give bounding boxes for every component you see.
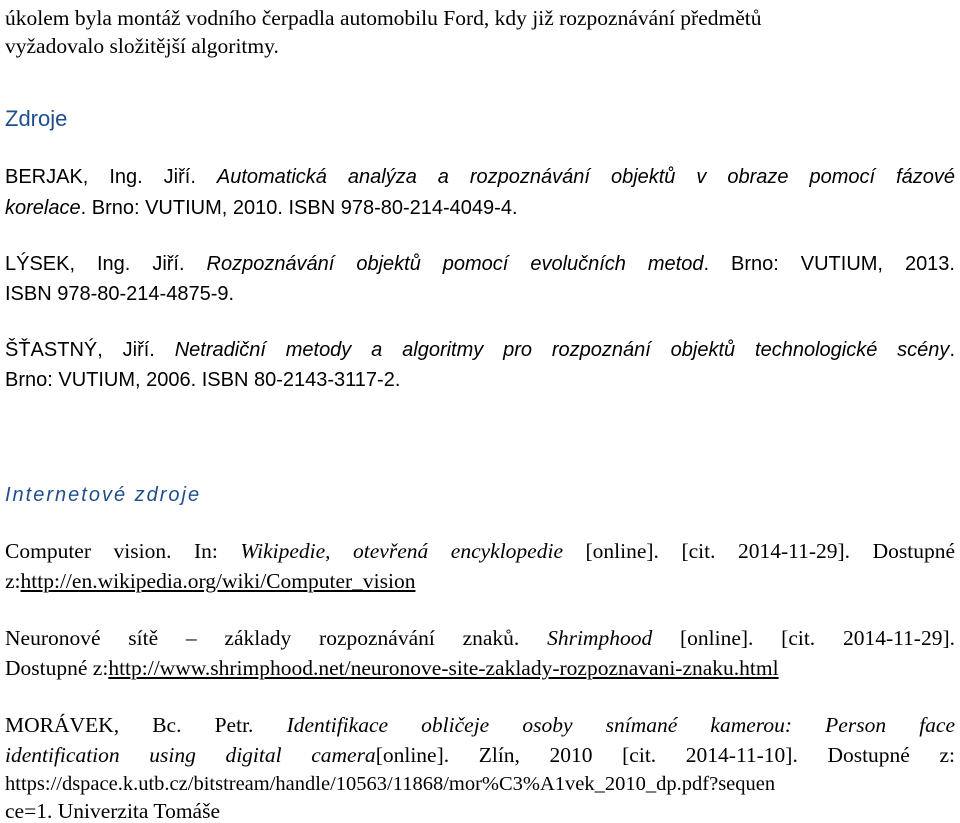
web-wiki-line-1: [5, 541, 955, 563]
ref-stastny-title: Netradiční metody a algoritmy pro rozpoznání objektů technologické scény: [174, 339, 950, 361]
web-wiki-title: Wikipedie, otevřená encyklopedie: [240, 539, 563, 563]
web-shrimp-line-1: [5, 628, 955, 650]
ref-stastny-line-1: [5, 340, 955, 360]
web-moravek-prefix: MORÁVEK, Bc. Petr.: [5, 713, 287, 737]
web-shrimp-rest: [online]. [cit. 2014-11-29].: [652, 626, 956, 650]
web-wiki-prefix: Computer vision. In:: [5, 539, 241, 563]
web-shrimp-avail: Dostupné z:: [5, 656, 109, 680]
ref-berjak-title: Automatická analýza a rozpoznávání objektů v obraze pomocí fázové: [216, 166, 955, 188]
web-moravek-line-2: [5, 745, 955, 767]
web-wiki-line-2: [5, 571, 415, 593]
web-moravek-title-2: identification using digital camera: [5, 743, 376, 767]
ref-lysek-title: Rozpoznávání objektů pomocí evolučních metod: [206, 253, 704, 275]
intro-line-2: vyžadovalo složitější algoritmy.: [5, 34, 279, 58]
web-wiki-link[interactable]: http://en.wikipedia.org/wiki/Computer_vision: [20, 569, 416, 593]
ref-stastny-line-2: Brno: VUTIUM, 2006. ISBN 80-2143-3117-2.: [5, 369, 401, 391]
web-moravek-title-1: Identifikace obličeje osoby snímané kamerou: Person face: [286, 713, 956, 737]
web-wiki-rest: [online]. [cit. 2014-11-29]. Dostupné: [562, 539, 955, 563]
web-shrimp-line-2: [5, 658, 779, 680]
sources-heading: Zdroje: [5, 106, 68, 131]
ref-lysek-line-1: [5, 254, 955, 274]
web-shrimp-prefix: Neuronové sítě – základy rozpoznávání znaků.: [5, 626, 548, 650]
ref-stastny-author: ŠŤASTNÝ, Jiří.: [5, 339, 175, 361]
web-moravek-line-4: ce=1. Univerzita Tomáše: [5, 799, 220, 823]
web-shrimp-title: Shrimphood: [547, 626, 653, 650]
ref-lysek-author: LÝSEK, Ing. Jiří.: [5, 253, 207, 275]
ref-berjak-author: BERJAK, Ing. Jiří.: [5, 166, 217, 188]
internet-sources-heading: Internetové zdroje: [5, 484, 202, 506]
web-wiki-avail: z:: [5, 569, 21, 593]
intro-line-1: úkolem byla montáž vodního čerpadla automobilu Ford, kdy již rozpoznávání předmětů: [5, 6, 762, 30]
ref-lysek-line-2: ISBN 978-80-214-4875-9.: [5, 283, 235, 305]
ref-berjak-rest: . Brno: VUTIUM, 2010. ISBN 978-80-214-4049-4.: [80, 197, 518, 219]
ref-berjak-line-2: [5, 198, 518, 218]
web-moravek-rest: [online]. Zlín, 2010 [cit. 2014-11-10]. Dostupné z:: [375, 743, 955, 767]
web-moravek-url[interactable]: https://dspace.k.utb.cz/bitstream/handle/10563/11868/mor%C3%A1vek_2010_dp.pdf?sequen: [5, 773, 776, 795]
ref-stastny-dot: .: [949, 339, 955, 361]
ref-berjak-line-1: [5, 167, 955, 187]
ref-berjak-title-cont: korelace: [5, 197, 81, 219]
web-moravek-line-1: [5, 715, 955, 737]
web-shrimp-link[interactable]: http://www.shrimphood.net/neuronove-site-zaklady-rozpoznavani-znaku.html: [108, 656, 779, 680]
ref-lysek-rest: . Brno: VUTIUM, 2013.: [703, 253, 955, 275]
